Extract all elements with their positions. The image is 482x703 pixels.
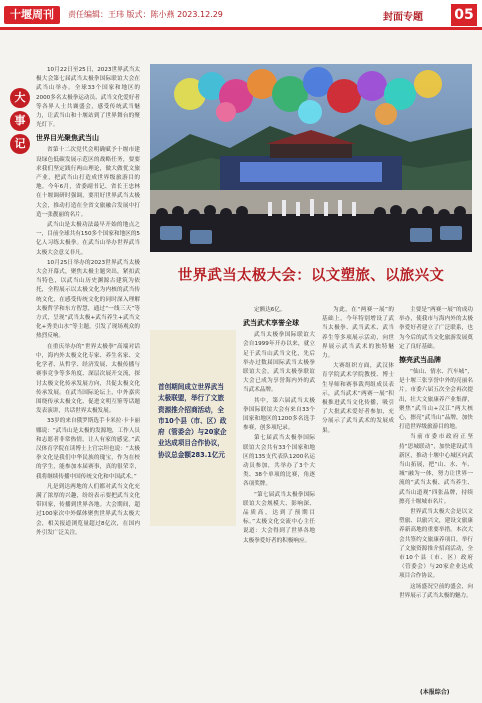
paragraph: 为此，在“两赛一展”的基础上，今年特别增设了武当太极拳、武当武术、武当养生等多项展示活动，向世界展示武当武术的独特魅力。 [322, 307, 394, 360]
paragraph: 大赛组织方面，武汉体育学院武术学院教授、博士生导师和赛事裁判组成员表示，武当武术“两赛一展”积极推进武当文化传播，吸引了大批武术爱好者参加，充分展示了武当武术的发展成果。 [322, 363, 394, 434]
paragraph: 武当太极拳国际联谊大会自1999年开办以来，就立足于武当山武当文化，先后举办过数届国际武当太极拳联谊大会，武当太极拳联谊大会已成为享誉海内外的武当武术品牌。 [243, 332, 315, 394]
paragraph: 世界武当太极大会是以文塑旅、以旅兴文，建设文旅康养新高地的重要举措。本次大会共签约文旅康养项目，举行了文旅资源推介招商活动，全市10个县（市、区）政府（管委会）与20家企业达成项目合作协议。 [399, 509, 473, 580]
side-tag-char: 事 [10, 111, 30, 131]
pull-quote-text: 首创期间成立世界武当太极联盟，举行了文旅资源推介招商活动，全市10个县（市、区）政府（管委会）与20家企业达成项目合作协议，协议总金额283.1亿元 [158, 383, 227, 459]
paragraph: 武当山是太极功法最早开始的地点之一，目前全球共有150多个国家和地区的5亿人习练太极拳。在武当山举办世界武当太极大会意义非凡。 [36, 222, 140, 256]
article-column-4 [399, 306, 473, 696]
event-photo [150, 64, 472, 252]
paragraph: “仙山、情水、汽车城”，是十堰三张享誉中外的亮丽名片。市委六届五次全会再次提出，壮大文旅康养产业集群，聚焦“武当山+汉江”两大核心，擦亮“武当山”品牌，加快打造世界级旅游目的地。 [399, 369, 473, 431]
paragraph: 定额达6亿。 [254, 307, 286, 313]
editor-meta: 责任编辑：王玮 版式：陈小燕 2023.12.29 [68, 10, 223, 19]
section-title: 封面专题 [383, 12, 423, 23]
side-tag-char: 记 [10, 134, 30, 154]
paragraph: 在重庆举办的“世界太极拳”高端对话中，海内外太极文化专家、养生名家、文化学者、从哲学、经济发展、太极传播与赛事竞争等多角度、深层次展开交流，探讨太极文化传承发展方向，共促太极文化传承发展。在武当国际论坛上，中外嘉宾围绕传承太极文化、促进文明互鉴等话题发表演讲，共话世界太极发展。 [36, 343, 140, 415]
section-heading: 世界目光聚焦武当山 [36, 134, 99, 143]
event-photo-illustration [150, 64, 472, 252]
article-column-1 [36, 66, 140, 696]
side-tag-char: 大 [10, 88, 30, 108]
paragraph: 当前市委市政府正坚持“思城联动”，加快建设武当新区，推动十堰中心城区向武当山拓展，把“山、水、车、城”融为一体，努力让世界一流的“武当太极、武当养生、武当山道观”四张品牌，持续擦亮十堰城市名片。 [399, 434, 473, 505]
side-tag [8, 88, 32, 154]
pull-quote [150, 330, 236, 526]
article-credit: (本报综合) [420, 689, 450, 696]
paragraph: 这场盛况空前的盛会，向世界展示了武当太极的魅力。 [399, 583, 473, 599]
article-column-2 [243, 306, 315, 696]
paragraph: 10月22日至25日，2023世界武当太极大会第七届武当太极拳国际联谊大会在武当山举办。全球33个国家和地区的2000多名太极拳运动员、武当文化爱好者等各界人士共襄盛会，感受传统武当魅力，让武当山和十堰站到了世界舞台的聚光灯下。 [36, 67, 140, 129]
paragraph: 33岁的来自俄罗斯选手卡米拉·卡卡丽娜说：“武当山是太极的发源地，工作人员和志愿者非常热情，让人有家的感觉。”武汉体育学院在读博士上官宗坦也说：“太极拳文化是我们中华民族的瑰宝，作为在校的学生，能参加本届赛事，真的很荣幸，我将继续传播中国传统文化和中国武术。” [36, 418, 140, 480]
paragraph: 主要是“两赛一展”的成功举办，使我市与海内外的太极拳爱好者建立了广泛联系，也为今后的武当文化旅游发展奠定了良好基础。 [399, 307, 473, 350]
masthead-title: 十堰周刊 [4, 6, 60, 24]
article-column-3 [322, 306, 394, 696]
paragraph: “第七届武当太极拳国际联谊大会规模大、影响深、品质高，达到了预期目标。”太极文化交流中心主任说道：大会得到了世界各地太极拳爱好者的积极响应。 [243, 491, 315, 544]
paragraph: 省第十二次党代会明确赋予十堰市建设绿色低碳发展示范区的战略任务，要要求我们坚定践行两山理论，做大做优文旅产业，把武当山打造成世界级旅游目的地。今年6月，省委副书记、省长王忠林在十堰调研时强调，要用好世界武当太极大会，推动打造在全省文旅融合发展中打造一张靓丽的名片。 [36, 147, 140, 218]
article-headline: 世界武当太极大会：以文塑旅、以旅兴文 [177, 267, 445, 284]
paragraph: 第七届武当太极拳国际联谊大会共有33个国家和地区的135支代表队1200名运动员参加，共举办了3个大类、38个单项的比赛，角逐各项奖牌。 [243, 435, 315, 488]
paragraph: 10月25日举办的2023世界武当太极大会开幕式，聚焦太极主题突出，紧扣武当特色，以武当山历史渊源古建筑为依托，全程展示以太极文化为内核的武当传统文化，在感受传统文化的同时深入理解太极哲学和东方智慧，通过“一线三天”等方式，呈现“武当太极+武当养生+武当文化+秀美山水”等主题，引发了现场观众的热烈反响。 [36, 259, 140, 340]
section-heading: 擦亮武当品牌 [399, 356, 441, 365]
page-number: 05 [451, 4, 477, 26]
page-header [0, 0, 482, 30]
paragraph: 凡是到达两地的人们都对武当文化充满了浓厚的兴趣，纷纷表示要把武当文化带回家，传播到世界各地。大会期间，超过100家次中外媒体聚焦世界武当太极大会，相关报道浏览量超过8亿次，在国内外引发广泛关注。 [36, 483, 140, 536]
section-heading: 武当武术享誉全球 [243, 319, 299, 328]
paragraph: 其中，第六届武当太极拳国际联谊大会有来自33个国家和地区的1200多名选手参赛，创多项纪录。 [243, 397, 315, 432]
